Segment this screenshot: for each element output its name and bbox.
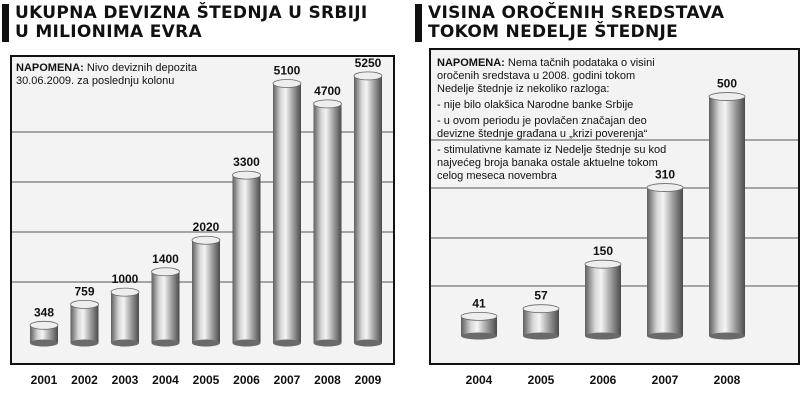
x-tick-label: 2002 bbox=[71, 373, 98, 387]
right-note-text: Nema tačnih podataka o visini oročenih sredstava u 2008. godini tokom Nedelje štednje iz nekoliko razloga: bbox=[437, 57, 655, 95]
bar-value-label: 4700 bbox=[314, 83, 341, 98]
x-tick-label: 2004 bbox=[152, 373, 179, 387]
bar-base bbox=[30, 340, 58, 347]
bar-base bbox=[585, 333, 621, 340]
left-title-line-2: U MILIONIMA EVRA bbox=[15, 22, 202, 42]
bar-cap bbox=[71, 300, 99, 308]
bar-value-label: 41 bbox=[472, 296, 486, 311]
bar-value-label: 500 bbox=[716, 76, 738, 91]
left-title-line-1: UKUPNA DEVIZNA ŠTEDNJA U SRBIJI bbox=[15, 3, 368, 23]
x-tick-label: 2006 bbox=[233, 373, 260, 387]
x-tick-label: 2009 bbox=[354, 373, 382, 387]
bar-value-label: 759 bbox=[74, 284, 95, 299]
right-bar-chart bbox=[415, 0, 800, 402]
bar-base bbox=[354, 340, 382, 347]
bar-cap bbox=[709, 93, 745, 101]
bar-value-label: 150 bbox=[592, 244, 614, 259]
x-tick-label: 2007 bbox=[273, 373, 301, 387]
bar-cap bbox=[461, 312, 497, 320]
x-tick-label: 2007 bbox=[651, 373, 679, 387]
right-chart-panel bbox=[415, 0, 800, 402]
bar bbox=[192, 240, 220, 343]
bar-value-label: 5100 bbox=[273, 63, 301, 78]
bar-value-label: 3300 bbox=[233, 155, 260, 170]
bar-value-label: 348 bbox=[33, 305, 55, 320]
bar-cap bbox=[585, 260, 621, 268]
bar-base bbox=[111, 340, 139, 347]
bar-value-label: 310 bbox=[654, 167, 676, 182]
bar-cap bbox=[314, 100, 342, 108]
bar-cap bbox=[152, 268, 180, 276]
bar-cap bbox=[523, 305, 559, 313]
bar-value-label: 5250 bbox=[354, 55, 382, 70]
bar-cap bbox=[30, 321, 58, 329]
x-tick-label: 2006 bbox=[589, 373, 617, 387]
bar bbox=[273, 84, 301, 343]
bar-base bbox=[709, 333, 745, 340]
bar-base bbox=[273, 340, 301, 347]
x-tick-label: 2005 bbox=[192, 373, 220, 387]
bar bbox=[354, 76, 382, 343]
bar-value-label: 57 bbox=[534, 288, 548, 303]
bar-value-label: 1000 bbox=[111, 272, 139, 287]
bar-value-label: 1400 bbox=[152, 251, 179, 266]
right-note-label: NAPOMENA: bbox=[437, 57, 505, 69]
left-note-label: NAPOMENA: bbox=[16, 62, 84, 74]
bar bbox=[111, 292, 139, 343]
left-bar-chart bbox=[0, 0, 395, 402]
bar bbox=[152, 272, 180, 343]
bar-cap bbox=[354, 72, 382, 80]
bar bbox=[71, 304, 99, 343]
bar-cap bbox=[111, 288, 139, 296]
bar-cap bbox=[647, 184, 683, 192]
bar bbox=[314, 104, 342, 343]
x-tick-label: 2004 bbox=[465, 373, 493, 387]
bar-base bbox=[233, 340, 261, 347]
x-tick-label: 2008 bbox=[314, 373, 341, 387]
x-tick-label: 2008 bbox=[713, 373, 741, 387]
left-chart-panel bbox=[0, 0, 395, 402]
bar bbox=[585, 264, 621, 336]
x-tick-label: 2005 bbox=[527, 373, 555, 387]
bar bbox=[233, 175, 261, 343]
bar-base bbox=[192, 340, 220, 347]
right-title-line-2: TOKOM NEDELJE ŠTEDNJE bbox=[428, 22, 679, 42]
x-tick-label: 2001 bbox=[30, 373, 58, 387]
bar-base bbox=[647, 333, 683, 340]
bar bbox=[647, 188, 683, 336]
bar-base bbox=[461, 333, 497, 340]
right-note-bullet: - u ovom periodu je povlačen značajan deo devizne štednje građana u „krizi poverenja“ bbox=[437, 115, 648, 140]
bar-base bbox=[152, 340, 180, 347]
bar-cap bbox=[233, 171, 261, 179]
right-title-line-1: VISINA OROČENIH SREDSTAVA bbox=[428, 3, 725, 23]
bar-base bbox=[523, 333, 559, 340]
bar-cap bbox=[192, 236, 220, 244]
left-note-text: Nivo deviznih depozita 30.06.2009. za poslednju kolonu bbox=[16, 62, 197, 87]
x-tick-label: 2003 bbox=[111, 373, 139, 387]
bar bbox=[709, 97, 745, 336]
bar-base bbox=[314, 340, 342, 347]
right-note-bullet: - nije bilo olakšica Narodne banke Srbije bbox=[437, 99, 634, 111]
bar-value-label: 2020 bbox=[192, 220, 220, 235]
right-note-bullet: - stimulativne kamate iz Nedelje štednje su kod najvećeg broja banaka ostale aktuelne tokom celog meseca novembra bbox=[437, 144, 667, 182]
bar-cap bbox=[273, 80, 301, 88]
bar-base bbox=[71, 340, 99, 347]
